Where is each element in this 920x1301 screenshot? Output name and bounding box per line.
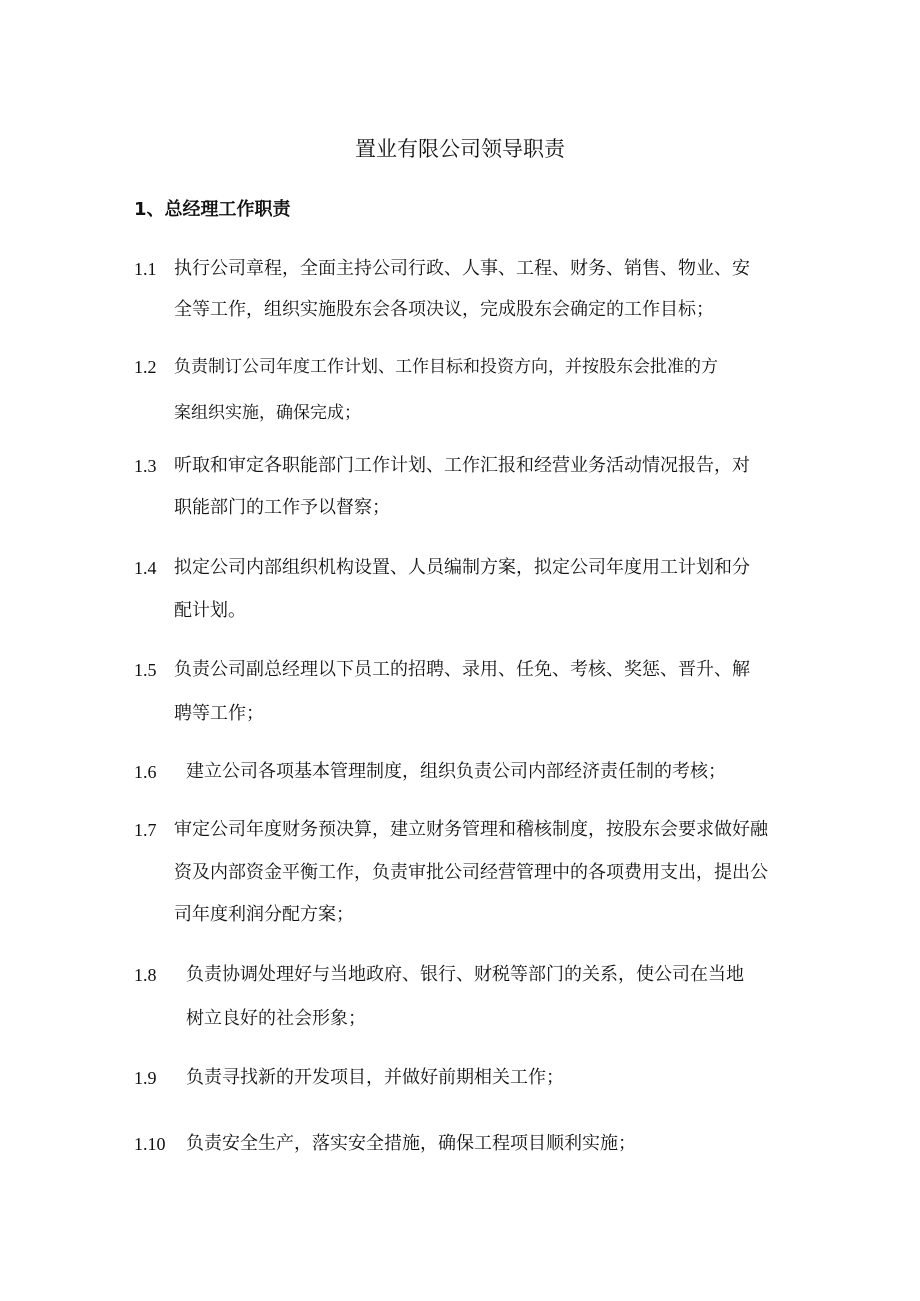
item-text-line: 资及内部资金平衡工作，负责审批公司经营管理中的各项费用支出，提出公 (174, 862, 768, 883)
item-text-line: 拟定公司内部组织机构设置、人员编制方案，拟定公司年度用工计划和分 (174, 557, 750, 578)
item-text-line: 建立公司各项基本管理制度，组织负责公司内部经济责任制的考核； (186, 761, 726, 782)
item-number: 1.3 (134, 456, 157, 476)
item-text-line: 负责公司副总经理以下员工的招聘、录用、任免、考核、奖惩、晋升、解 (174, 659, 750, 680)
section-heading: 1、总经理工作职责 (134, 199, 291, 220)
item-number: 1.8 (134, 965, 157, 985)
item-text-line: 听取和审定各职能部门工作计划、工作汇报和经营业务活动情况报告，对 (174, 455, 750, 476)
item-text-line: 司年度利润分配方案； (174, 904, 354, 925)
item-number: 1.2 (134, 357, 157, 377)
item-text-line: 配计划。 (174, 600, 246, 621)
item-text-line: 执行公司章程，全面主持公司行政、人事、工程、财务、销售、物业、安 (174, 258, 750, 279)
item-number: 1.4 (134, 558, 157, 578)
item-number: 1.1 (134, 259, 157, 279)
item-text-line: 职能部门的工作予以督察； (174, 497, 390, 518)
item-text-line: 案组织实施，确保完成； (174, 403, 361, 423)
item-text-line: 聘等工作； (174, 703, 264, 724)
item-number: 1.10 (134, 1134, 166, 1154)
item-text-line: 负责协调处理好与当地政府、银行、财税等部门的关系，使公司在当地 (186, 964, 744, 985)
item-text-line: 负责安全生产，落实安全措施，确保工程项目顺利实施； (186, 1133, 636, 1154)
item-text-line: 全等工作，组织实施股东会各项决议，完成股东会确定的工作目标； (174, 299, 714, 320)
item-text-line: 负责制订公司年度工作计划、工作目标和投资方向，并按股东会批准的方 (174, 357, 718, 377)
item-text-line: 审定公司年度财务预决算，建立财务管理和稽核制度，按股东会要求做好融 (174, 819, 768, 840)
item-number: 1.7 (134, 820, 157, 840)
item-number: 1.6 (134, 762, 157, 782)
item-number: 1.5 (134, 660, 157, 680)
item-text-line: 负责寻找新的开发项目，并做好前期相关工作； (186, 1067, 564, 1088)
document-title: 置业有限公司领导职责 (355, 137, 565, 161)
item-number: 1.9 (134, 1068, 157, 1088)
item-text-line: 树立良好的社会形象； (186, 1008, 366, 1029)
